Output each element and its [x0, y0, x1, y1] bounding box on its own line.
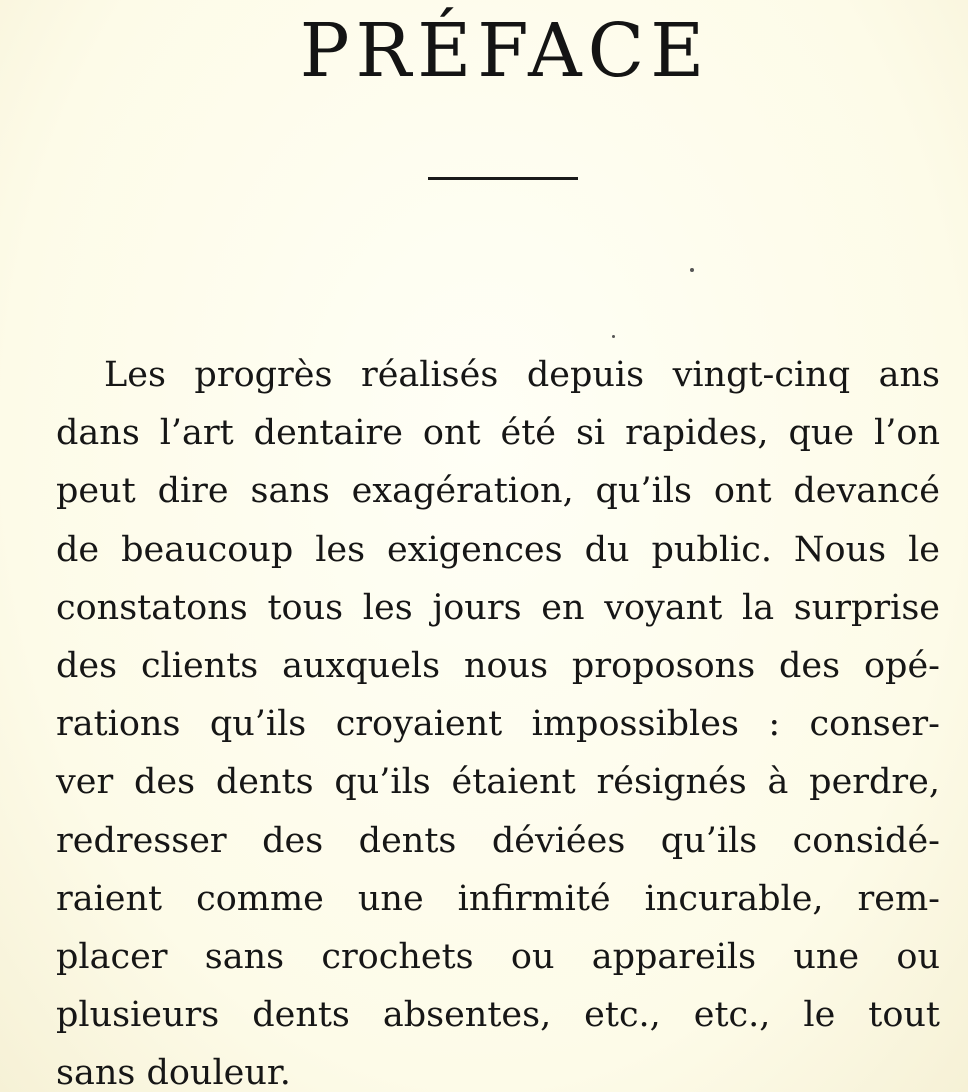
text-line: redresser des dents déviées qu’ils considé- — [56, 820, 940, 861]
page-title: PRÉFACE — [299, 8, 711, 94]
text-line: des clients auxquels nous proposons des opé- — [56, 645, 940, 686]
text-line: dans l’art dentaire ont été si rapides, que l’on — [56, 413, 940, 454]
text-line: plusieurs dents absentes, etc., etc., le tout — [56, 995, 940, 1036]
text-line: rations qu’ils croyaient impossibles : conser- — [56, 704, 940, 745]
title-divider — [428, 177, 578, 180]
text-line: de beaucoup les exigences du public. Nous le — [56, 529, 940, 570]
text-line: peut dire sans exagération, qu’ils ont devancé — [56, 471, 940, 512]
paper-speck — [690, 268, 694, 272]
text-line: raient comme une infirmité incurable, rem- — [56, 878, 940, 919]
paper-speck — [612, 335, 615, 338]
text-line: ver des dents qu’ils étaient résignés à perdre, — [56, 762, 940, 803]
text-line: sans douleur. — [56, 1053, 291, 1092]
preface-paragraph — [56, 346, 940, 1092]
text-line: constatons tous les jours en voyant la surprise — [56, 587, 940, 628]
text-line: placer sans crochets ou appareils une ou — [56, 936, 940, 977]
text-line: Les progrès réalisés depuis vingt-cinq ans — [104, 355, 940, 395]
